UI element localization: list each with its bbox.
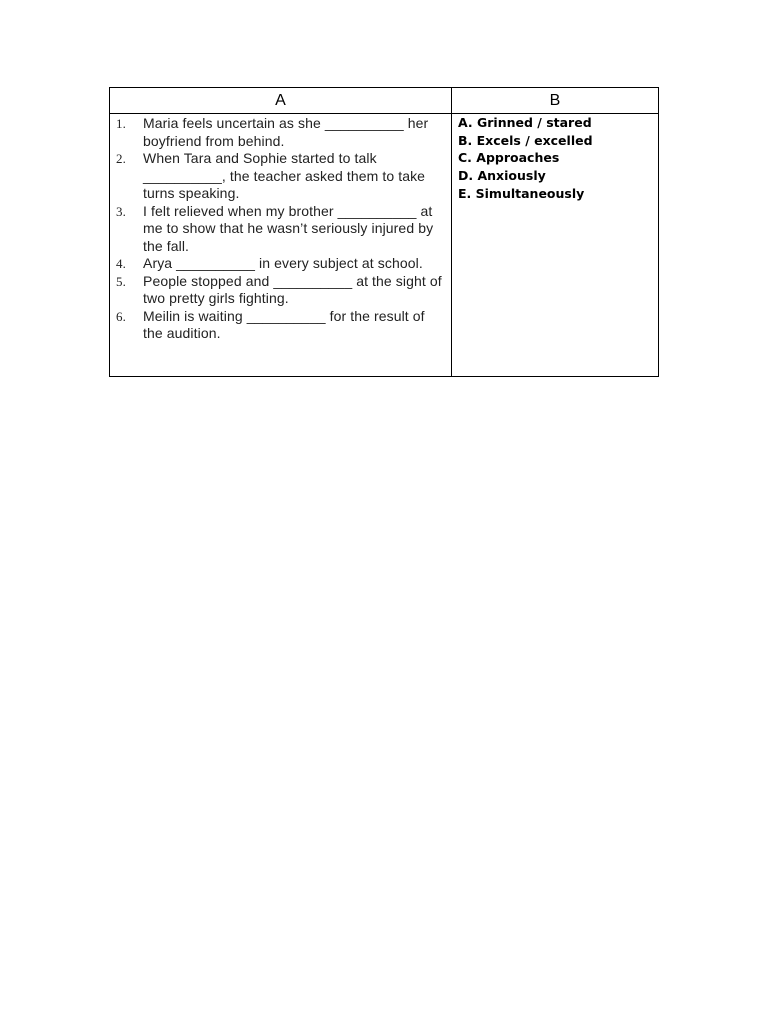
question-text: I felt relieved when my brother __________ at me to show that he wasn’t seriously injured by the fall.	[143, 202, 434, 254]
question-text: Maria feels uncertain as she __________ her boyfriend from behind.	[143, 115, 429, 149]
question-text: Meilin is waiting __________ for the result of the audition.	[143, 307, 425, 341]
question-number: 3.	[116, 203, 126, 219]
question-text: People stopped and __________ at the sight of two pretty girls fighting.	[143, 272, 442, 306]
question-number: 5.	[116, 273, 126, 289]
question-text: Arya __________ in every subject at school.	[143, 255, 423, 271]
column-a-header: A	[275, 92, 286, 109]
question-number: 2.	[116, 151, 126, 166]
question-list	[110, 115, 451, 343]
answer-option-b: B. Excels / excelled	[458, 132, 593, 148]
question-item	[110, 115, 451, 150]
question-number: 1.	[116, 116, 126, 131]
answer-list	[458, 114, 658, 203]
question-item	[110, 255, 451, 273]
question-number: 4.	[116, 256, 126, 271]
column-b-header: B	[549, 92, 561, 109]
answer-option-a: A. Grinned / stared	[458, 115, 592, 130]
question-item	[110, 150, 451, 203]
answer-option-c: C. Approaches	[458, 150, 560, 166]
question-item	[110, 273, 451, 308]
column-divider	[451, 88, 452, 376]
question-item	[110, 308, 451, 343]
answer-option-e: E. Simultaneously	[458, 185, 585, 201]
question-number: 6.	[116, 308, 126, 324]
question-text: When Tara and Sophie started to talk __________, the teacher asked them to take turns speaking.	[143, 150, 426, 201]
matching-table	[109, 87, 659, 377]
answer-option-d: D. Anxiously	[458, 168, 546, 184]
question-item	[110, 203, 451, 256]
